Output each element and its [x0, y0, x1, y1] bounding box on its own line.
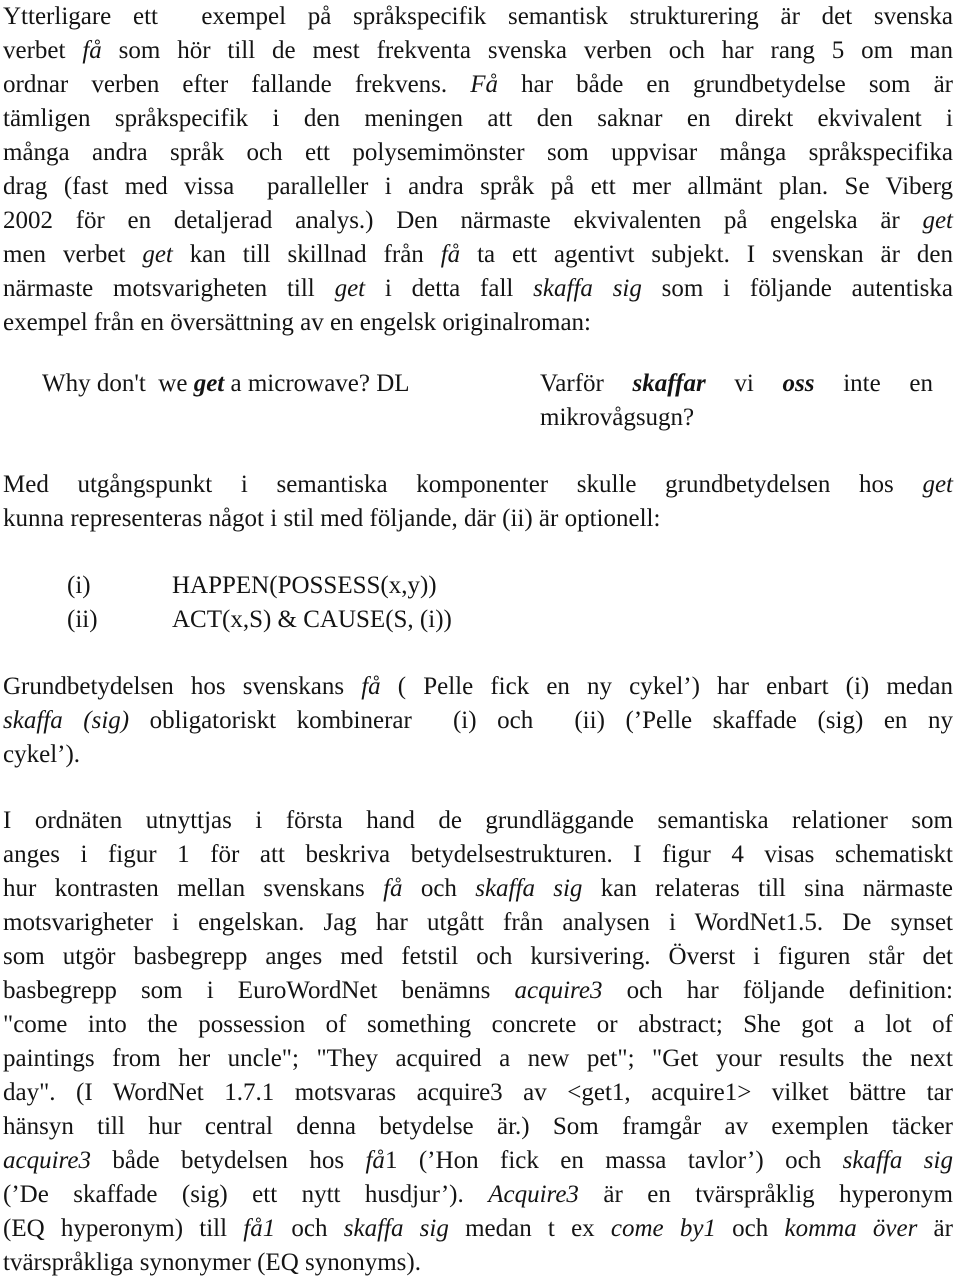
text-line — [3, 670, 953, 704]
text-span: både betydelsen hos — [90, 1147, 366, 1174]
text-span: Med utgångspunkt i semantiska komponenter skulle grundbetydelsen hos — [3, 471, 923, 498]
text-line — [540, 401, 933, 435]
text-line — [3, 940, 953, 974]
text-span: hur kontrasten mellan svenskans — [3, 875, 384, 902]
italic-term: få — [82, 37, 102, 64]
italic-term: get — [922, 207, 953, 234]
text-span: Why don't we — [42, 370, 194, 397]
text-line — [3, 136, 953, 170]
text-span: vi — [705, 370, 783, 397]
italic-term: skaffa sig — [842, 1147, 953, 1174]
italic-term: get — [922, 471, 953, 498]
text-line — [3, 0, 953, 34]
text-line — [3, 1246, 953, 1280]
text-span: är — [917, 1215, 953, 1242]
text-span: 1 (’Hon fick en massa tavlor’) och — [384, 1147, 843, 1174]
text-line — [3, 68, 953, 102]
text-span: medan t ex — [448, 1215, 611, 1242]
paragraph-4 — [3, 804, 953, 1280]
italic-term: få — [440, 241, 461, 268]
text-span: paintings from her uncle"; "They acquired a new pet"; "Get your results the next — [3, 1045, 953, 1072]
text-line — [3, 1008, 953, 1042]
text-span: I ordnäten utnyttjas i första hand de grundläggande semantiska relationer som — [3, 807, 953, 834]
italic-term: get — [334, 275, 366, 302]
text-line — [3, 502, 953, 536]
formula-number: (ii) — [67, 606, 98, 633]
italic-term: skaffa sig — [533, 275, 642, 302]
text-line — [3, 872, 953, 906]
text-span: som hör till de mest frekventa svenska verben och har rang 5 om man — [101, 37, 954, 64]
text-span: obligatoriskt kombinerar (i) och (ii) (’Pelle skaffade (sig) en ny — [129, 707, 953, 734]
text-span: inte en — [814, 370, 933, 397]
text-span: ( Pelle fick en ny cykel’) har enbart (i) medan — [380, 673, 953, 700]
text-span: är en tvärspråklig hyperonym — [578, 1181, 953, 1208]
text-line — [3, 1042, 953, 1076]
italic-term: få1 — [243, 1215, 276, 1242]
text-span: Ytterligare ett exempel på språkspecifik semantisk strukturering är det svenska — [3, 3, 953, 30]
bold-italic-term: oss — [782, 370, 815, 397]
text-line — [3, 804, 953, 838]
text-line — [3, 974, 953, 1008]
text-span: kan relateras till sina närmaste — [582, 875, 953, 902]
italic-term: skaffa (sig) — [3, 707, 130, 734]
bold-italic-term: get — [193, 370, 225, 397]
text-line — [540, 367, 933, 401]
text-span: och — [402, 875, 476, 902]
text-span: kan till skillnad från — [172, 241, 441, 268]
italic-term: skaffa sig — [475, 875, 583, 902]
italic-term: komma över — [784, 1215, 918, 1242]
italic-term: Acquire3 — [488, 1181, 579, 1208]
text-span: som utgör basbegrepp anges med fetstil och kursivering. Överst i figuren står det — [3, 943, 953, 970]
formula-number: (i) — [67, 572, 91, 599]
text-span: motsvarigheter i engelskan. Jag har utgått från analysen i WordNet1.5. De synset — [3, 909, 953, 936]
text-span: kunna representeras något i stil med följande, där (ii) är optionell: — [3, 505, 661, 532]
example-swedish — [540, 367, 933, 435]
text-span: och — [275, 1215, 344, 1242]
text-span: basbegrepp som i EuroWordNet benämns — [3, 977, 515, 1004]
text-span: cykel’). — [3, 741, 81, 768]
text-line — [3, 34, 953, 68]
text-span: mikrovågsugn? — [540, 404, 695, 431]
text-line — [3, 1076, 953, 1110]
text-line — [3, 468, 953, 502]
italic-term: acquire3 — [514, 977, 603, 1004]
italic-term: få — [361, 673, 381, 700]
italic-term: get — [142, 241, 173, 268]
example-english — [42, 367, 410, 401]
text-line — [3, 1178, 953, 1212]
text-span: (EQ hyperonym) till — [3, 1215, 244, 1242]
text-span: a microwave? DL — [224, 370, 410, 397]
bold-italic-term: skaffar — [632, 370, 706, 397]
text-span: exempel från en översättning av en engelsk originalroman: — [3, 309, 591, 336]
formula-i — [67, 569, 437, 603]
text-span: "come into the possession of something concrete or abstract; She got a lot of — [3, 1011, 953, 1038]
text-span: ta ett agentivt subjekt. I svenskan är den — [460, 241, 953, 268]
formula-expression: ACT(x,S) & CAUSE(S, (i)) — [172, 606, 452, 633]
text-span: hänsyn till hur central denna betydelse är.) Som framgår av exemplen täcker — [3, 1113, 953, 1140]
text-line — [3, 1212, 953, 1246]
paragraph-2 — [3, 468, 953, 536]
text-line — [3, 238, 953, 272]
italic-term: acquire3 — [3, 1147, 91, 1174]
text-line — [3, 170, 953, 204]
italic-term: come by1 — [610, 1215, 716, 1242]
text-span: som i följande autentiska — [641, 275, 953, 302]
text-span: 2002 för en detaljerad analys.) Den närmaste ekvivalenten på engelska är — [3, 207, 923, 234]
text-span: anges i figur 1 för att beskriva betydelsestrukturen. I figur 4 visas schematiskt — [3, 841, 953, 868]
text-line — [3, 306, 953, 340]
text-span: day". (I WordNet 1.7.1 motsvaras acquire3 av <get1, acquire1> vilket bättre tar — [3, 1079, 953, 1106]
text-span: (’De skaffade (sig) ett nytt husdjur’). — [3, 1181, 489, 1208]
text-span: många andra språk och ett polysemimönster som uppvisar många språkspecifika — [3, 139, 953, 166]
italic-term: Få — [470, 71, 499, 98]
text-span: Varför — [540, 370, 633, 397]
formula-expression: HAPPEN(POSSESS(x,y)) — [172, 572, 437, 599]
italic-term: skaffa sig — [343, 1215, 449, 1242]
text-line — [3, 704, 953, 738]
italic-term: få — [383, 875, 403, 902]
text-span: har både en grundbetydelse som är — [498, 71, 953, 98]
text-line — [3, 102, 953, 136]
text-span: och — [715, 1215, 785, 1242]
text-span: Grundbetydelsen hos svenskans — [3, 673, 362, 700]
formula-ii — [67, 603, 452, 637]
text-line — [3, 204, 953, 238]
text-span: verbet — [3, 37, 83, 64]
paragraph-1 — [3, 0, 953, 340]
text-line — [3, 272, 953, 306]
italic-term: få — [365, 1147, 385, 1174]
text-span: i detta fall — [365, 275, 534, 302]
text-line — [3, 906, 953, 940]
text-line — [3, 1144, 953, 1178]
text-line — [3, 738, 953, 772]
text-span: drag (fast med vissa paralleller i andra språk på ett mer allmänt plan. Se Viberg — [3, 173, 953, 200]
paragraph-3 — [3, 670, 953, 772]
text-span: men verbet — [3, 241, 143, 268]
text-span: närmaste motsvarigheten till — [3, 275, 335, 302]
text-line — [3, 838, 953, 872]
text-span: tvärspråkliga synonymer (EQ synonyms). — [3, 1249, 421, 1276]
text-span: och har följande definition: — [602, 977, 953, 1004]
text-line — [3, 1110, 953, 1144]
text-span: ordnar verben efter fallande frekvens. — [3, 71, 471, 98]
text-span: tämligen språkspecifik i den meningen att den saknar en direkt ekvivalent i — [3, 105, 953, 132]
